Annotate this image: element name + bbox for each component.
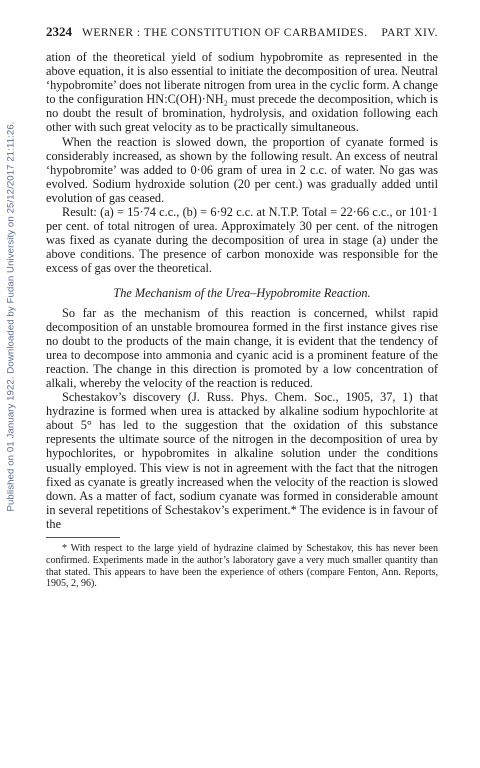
paragraph-slowed-reaction: When the reaction is slowed down, the proportion of cyanate formed is considerably increased, as shown by the following result. An excess of neutral ‘hypobromite’ was added to 0·06 gram of urea in 2 c.c. of water. No gas was evolved. Sodium hydroxide solution (20 per cent.) was gradually added until evolution of gas ceased. [46,134,438,205]
footnote-text: * With respect to the large yield of hydrazine claimed by Schestakov, this has never been confirmed. Experiments made in the author’s laboratory gave a very much smaller quantity than that stated. This appears to have been the experience of others (compare Fenton, Ann. Reports, 1905, 2, 96). [46,543,438,590]
running-head [46,24,438,40]
footnote [46,543,438,590]
journal-page [46,24,438,590]
page-number: 2324 [46,24,72,39]
watermark-text: Published on 01 January 1922. Downloaded by Fudan University on 25/12/2017 21:11:26. [5,120,17,512]
download-watermark [2,96,20,536]
paragraph-mechanism: So far as the mechanism of this reaction is concerned, whilst rapid decomposition of an unstable bromourea formed in the first instance gives rise no doubt to the products of the main change, it is evident that the tendency of urea to decompose into ammonia and cyanic acid is a prominent feature of the reaction. The change in this direction is promoted by a low concentration of alkali, whereby the velocity of the reaction is reduced. [46,305,438,390]
paragraph-schestakov: Schestakov’s discovery (J. Russ. Phys. Chem. Soc., 1905, 37, 1) that hydrazine is formed when urea is attacked by alkaline sodium hypochlorite at about 5° has led to the suggestion that the oxidation of this substance represents the ultimate source of the nitrogen in the decomposition of urea by hypochlorites, or hypobromites in alkaline solution under the conditions usually employed. This view is not in agreement with the fact that the nitrogen fixed as cyanate is greatly increased when the velocity of the reaction is slowed down. As a matter of fact, sodium cyanate was formed in considerable amount in several repetitions of Schestakov’s experiment.* The evidence is in favour of the [46,390,438,531]
part-number: PART XIV. [381,27,438,39]
paragraph-result: Result: (a) = 15·74 c.c., (b) = 6·92 c.c. at N.T.P. Total = 22·66 c.c., or 101·1 per cent. of total nitrogen of urea. Approximately 30 per cent. of the nitrogen was fixed as cyanate during the decomposition of urea in stage (a) under the above conditions. The presence of carbon monoxide was responsible for the excess of gas over the theoretical. [46,205,438,276]
footnote-divider [46,537,120,538]
paragraph-continuation: ation of the theoretical yield of sodium hypobromite as represented in the above equation, it is also essential to initiate the decomposition of urea. Neutral ‘hypobromite’ does not liberate nitrogen from urea in the cyclic form. A change to the configuration HN:C(OH)·NH₂ must precede the decomposition, which is no doubt the result of bromination, hydrolysis, and oxidation following each other with such great velocity as to be practically simultaneous. [46,50,438,135]
running-title: WERNER : THE CONSTITUTION OF CARBAMIDES. [82,27,368,39]
section-heading: The Mechanism of the Urea–Hypobromite Reaction. [113,285,371,300]
